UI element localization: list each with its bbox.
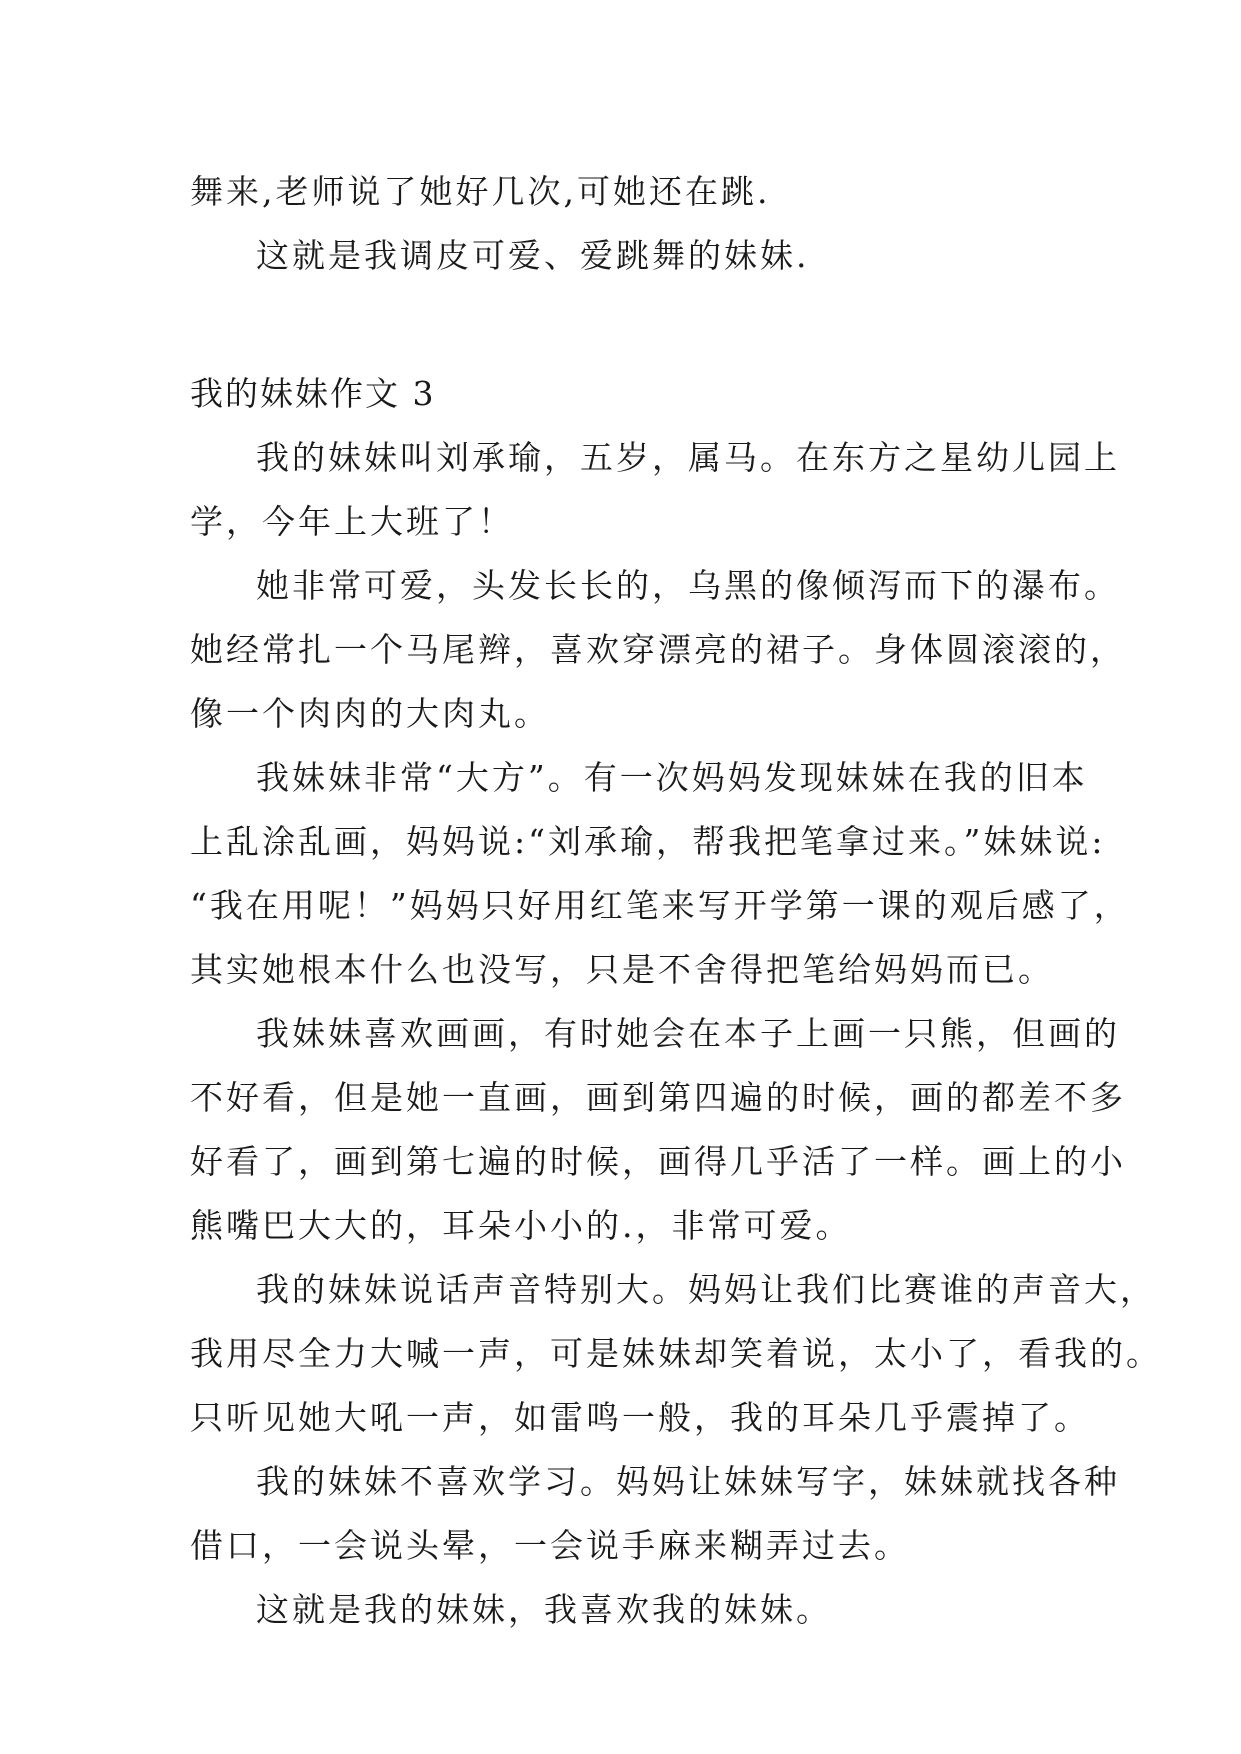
text-line: “我在用呢！”妈妈只好用红笔来写开学第一课的观后感了， bbox=[190, 886, 1130, 925]
text-line: 只听见她大吼一声，如雷鸣一般，我的耳朵几乎震掉了。 bbox=[190, 1398, 1090, 1437]
text-line: 借口，一会说头晕，一会说手麻来糊弄过去。 bbox=[190, 1526, 910, 1565]
text-line: 她经常扎一个马尾辫，喜欢穿漂亮的裙子。身体圆滚滚的， bbox=[190, 630, 1126, 669]
text-line: 学，今年上大班了！ bbox=[190, 502, 514, 541]
text-line: 像一个肉肉的大肉丸。 bbox=[190, 694, 550, 733]
text-line: 上乱涂乱画，妈妈说:“刘承瑜，帮我把笔拿过来。”妹妹说: bbox=[190, 822, 1106, 861]
text-line: 其实她根本什么也没写，只是不舍得把笔给妈妈而已。 bbox=[190, 950, 1054, 989]
text-line: 这就是我调皮可爱、爱跳舞的妹妹. bbox=[256, 236, 810, 275]
text-line: 好看了，画到第七遍的时候，画得几乎活了一样。画上的小 bbox=[190, 1142, 1126, 1181]
text-line: 舞来,老师说了她好几次,可她还在跳. bbox=[190, 172, 771, 211]
text-line: 她非常可爱，头发长长的，乌黑的像倾泻而下的瀑布。 bbox=[256, 566, 1120, 605]
document-body bbox=[190, 160, 1162, 1642]
text-line: 熊嘴巴大大的，耳朵小小的.，非常可爱。 bbox=[190, 1206, 852, 1245]
text-line: 我用尽全力大喊一声，可是妹妹却笑着说，太小了，看我的。 bbox=[190, 1334, 1162, 1373]
text-line: 我妹妹喜欢画画，有时她会在本子上画一只熊，但画的 bbox=[256, 1014, 1120, 1053]
text-line: 我的妹妹说话声音特别大。妈妈让我们比赛谁的声音大， bbox=[256, 1270, 1156, 1309]
section-gap bbox=[190, 288, 1070, 362]
text-line: 我的妹妹不喜欢学习。妈妈让妹妹写字，妹妹就找各种 bbox=[256, 1462, 1120, 1501]
text-line: 我妹妹非常“大方”。有一次妈妈发现妹妹在我的旧本 bbox=[256, 758, 1088, 797]
text-line: 不好看，但是她一直画，画到第四遍的时候，画的都差不多 bbox=[190, 1078, 1126, 1117]
section-title: 我的妹妹作文 3 bbox=[190, 374, 436, 413]
text-line: 我的妹妹叫刘承瑜，五岁，属马。在东方之星幼儿园上 bbox=[256, 438, 1120, 477]
text-line: 这就是我的妹妹，我喜欢我的妹妹。 bbox=[256, 1590, 832, 1629]
